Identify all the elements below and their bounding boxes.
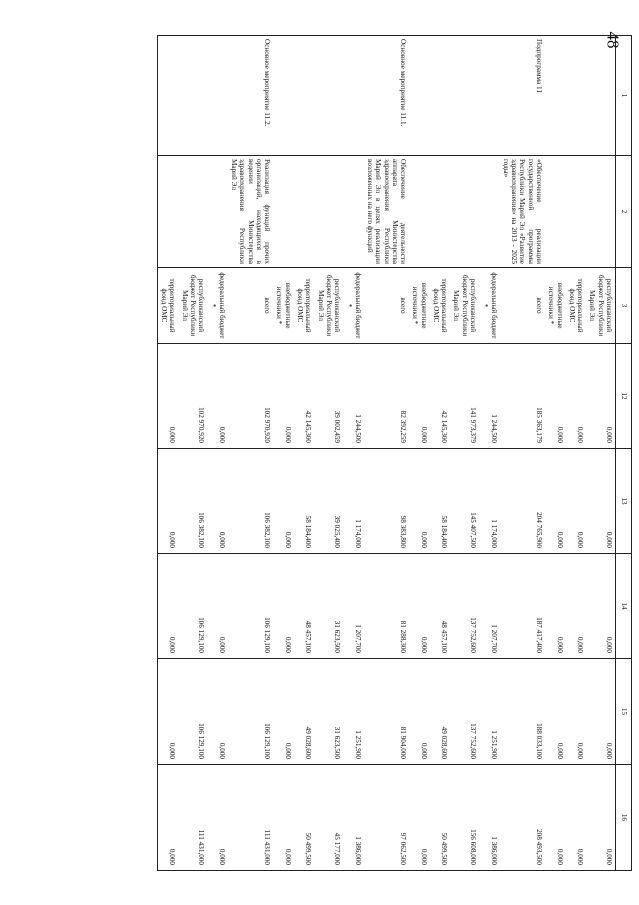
value-cell: 0,000 (566, 659, 587, 765)
value-cell: 0,000 (409, 554, 430, 659)
value-cell: 0,000 (586, 659, 615, 765)
description-cell (157, 156, 178, 268)
value-cell: 0,000 (586, 449, 615, 554)
value-cell: 1 244,500 (479, 344, 500, 449)
value-cell: 58 184,400 (430, 449, 451, 554)
value-cell: 137 752,600 (450, 659, 479, 765)
source-cell: всего (228, 268, 273, 344)
table-row (273, 36, 294, 871)
value-cell: 0,000 (586, 554, 615, 659)
table-row (566, 36, 587, 871)
value-cell: 102 970,920 (178, 344, 207, 449)
source-cell: территориальный фонд ОМС (430, 268, 451, 344)
program-cell: Основное мероприятие 11.1. (364, 36, 409, 156)
value-cell: 0,000 (545, 554, 566, 659)
value-cell: 106 129,100 (178, 659, 207, 765)
table-row (314, 36, 343, 871)
value-cell: 0,000 (566, 344, 587, 449)
value-cell: 97 062,500 (364, 765, 409, 871)
value-cell: 1 251,900 (479, 659, 500, 765)
source-cell: внебюджетные источники * (409, 268, 430, 344)
description-cell: «Обеспечение реализации государственной программы Республики Марий Эл «Развитие здравоохранения» на 2013 - 2025 годы» (500, 156, 545, 268)
table-row (450, 36, 479, 871)
source-cell: всего (364, 268, 409, 344)
description-cell: Реализация функций прочих организаций, находящихся в ведении Министерства здравоохранения Республики Марий Эл (228, 156, 273, 268)
value-cell: 49 028,600 (294, 659, 315, 765)
source-cell: республиканский бюджет Республики Марий Эл (314, 268, 343, 344)
description-cell: Обеспечение деятельности аппарата Министерства здравоохранения Республики Марий Эл в целях реализации возложенных на него функций (364, 156, 409, 268)
header-cell: 15 (616, 659, 632, 765)
header-row (616, 36, 632, 871)
value-cell: 49 028,600 (430, 659, 451, 765)
description-cell (273, 156, 294, 268)
value-cell: 0,000 (207, 449, 228, 554)
value-cell: 0,000 (545, 765, 566, 871)
budget-table (157, 35, 632, 871)
value-cell: 0,000 (566, 449, 587, 554)
value-cell: 1 386,000 (343, 765, 364, 871)
value-cell: 208 493,500 (500, 765, 545, 871)
table-row (294, 36, 315, 871)
description-cell (586, 156, 615, 268)
value-cell: 0,000 (273, 659, 294, 765)
program-cell (479, 36, 500, 156)
program-cell (178, 36, 207, 156)
value-cell: 39 002,459 (314, 344, 343, 449)
value-cell: 31 623,500 (314, 659, 343, 765)
program-cell (157, 36, 178, 156)
value-cell: 0,000 (409, 765, 430, 871)
program-cell (207, 36, 228, 156)
description-cell (314, 156, 343, 268)
value-cell: 0,000 (157, 449, 178, 554)
description-cell (450, 156, 479, 268)
source-cell: внебюджетные источники * (545, 268, 566, 344)
value-cell: 185 363,179 (500, 344, 545, 449)
table-row (343, 36, 364, 871)
source-cell: республиканский бюджет Республики Марий Эл (178, 268, 207, 344)
value-cell: 0,000 (586, 344, 615, 449)
description-cell (294, 156, 315, 268)
value-cell: 1 386,000 (479, 765, 500, 871)
program-cell (430, 36, 451, 156)
value-cell: 58 184,400 (294, 449, 315, 554)
description-cell (207, 156, 228, 268)
value-cell: 0,000 (207, 344, 228, 449)
description-cell (545, 156, 566, 268)
header-cell: 13 (616, 449, 632, 554)
table-row (586, 36, 615, 871)
value-cell: 0,000 (207, 765, 228, 871)
value-cell: 48 457,100 (430, 554, 451, 659)
value-cell: 42 145,300 (430, 344, 451, 449)
program-cell (409, 36, 430, 156)
value-cell: 1 207,700 (479, 554, 500, 659)
program-cell (343, 36, 364, 156)
value-cell: 0,000 (207, 554, 228, 659)
value-cell: 1 207,700 (343, 554, 364, 659)
program-cell (314, 36, 343, 156)
value-cell: 45 177,000 (314, 765, 343, 871)
value-cell: 106 382,100 (178, 449, 207, 554)
value-cell: 0,000 (545, 659, 566, 765)
value-cell: 0,000 (545, 344, 566, 449)
value-cell: 137 752,600 (450, 554, 479, 659)
description-cell (409, 156, 430, 268)
description-cell (178, 156, 207, 268)
value-cell: 81 288,300 (364, 554, 409, 659)
table-body (157, 36, 615, 871)
program-cell (273, 36, 294, 156)
value-cell: 145 407,500 (450, 449, 479, 554)
description-cell (430, 156, 451, 268)
value-cell: 0,000 (273, 449, 294, 554)
program-cell: Подпрограмма 11 (500, 36, 545, 156)
source-cell: федеральный бюджет * (343, 268, 364, 344)
value-cell: 106 382,100 (228, 449, 273, 554)
table-row (157, 36, 178, 871)
value-cell: 187 417,400 (500, 554, 545, 659)
value-cell: 0,000 (157, 659, 178, 765)
value-cell: 42 145,300 (294, 344, 315, 449)
description-cell (479, 156, 500, 268)
value-cell: 111 431,000 (228, 765, 273, 871)
header-cell: 1 (616, 36, 632, 156)
source-cell: республиканский бюджет Республики Марий Эл (586, 268, 615, 344)
table-row (479, 36, 500, 871)
value-cell: 106 129,100 (228, 554, 273, 659)
value-cell: 188 033,100 (500, 659, 545, 765)
source-cell: республиканский бюджет Республики Марий Эл (450, 268, 479, 344)
value-cell: 0,000 (157, 554, 178, 659)
header-cell: 14 (616, 554, 632, 659)
program-cell: Основное мероприятие 11.2. (228, 36, 273, 156)
value-cell: 31 623,500 (314, 554, 343, 659)
program-cell (566, 36, 587, 156)
description-cell (566, 156, 587, 268)
value-cell: 50 499,500 (294, 765, 315, 871)
header-cell: 2 (616, 156, 632, 268)
table-row (500, 36, 545, 871)
table-row (178, 36, 207, 871)
value-cell: 156 608,000 (450, 765, 479, 871)
value-cell: 1 244,500 (343, 344, 364, 449)
value-cell: 0,000 (157, 765, 178, 871)
page-number: 48 (603, 31, 623, 49)
program-cell (586, 36, 615, 156)
value-cell: 98 383,800 (364, 449, 409, 554)
value-cell: 0,000 (273, 765, 294, 871)
source-cell: всего (500, 268, 545, 344)
source-cell: территориальный фонд ОМС (294, 268, 315, 344)
source-cell: федеральный бюджет * (207, 268, 228, 344)
source-cell: внебюджетные источники * (273, 268, 294, 344)
value-cell: 0,000 (207, 659, 228, 765)
value-cell: 0,000 (157, 344, 178, 449)
value-cell: 111 431,000 (178, 765, 207, 871)
value-cell: 204 765,900 (500, 449, 545, 554)
description-cell (343, 156, 364, 268)
value-cell: 0,000 (566, 765, 587, 871)
header-cell: 12 (616, 344, 632, 449)
table-row (409, 36, 430, 871)
table-row (430, 36, 451, 871)
program-cell (450, 36, 479, 156)
value-cell: 106 129,100 (228, 659, 273, 765)
program-cell (545, 36, 566, 156)
value-cell: 0,000 (586, 765, 615, 871)
program-cell (294, 36, 315, 156)
value-cell: 82 392,259 (364, 344, 409, 449)
value-cell: 0,000 (545, 449, 566, 554)
value-cell: 0,000 (409, 344, 430, 449)
table-row (228, 36, 273, 871)
value-cell: 1 174,000 (479, 449, 500, 554)
table-row (207, 36, 228, 871)
value-cell: 39 025,400 (314, 449, 343, 554)
source-cell: территориальный фонд ОМС (157, 268, 178, 344)
table-row (364, 36, 409, 871)
value-cell: 1 251,900 (343, 659, 364, 765)
value-cell: 81 904,000 (364, 659, 409, 765)
header-cell: 16 (616, 765, 632, 871)
value-cell: 50 499,500 (430, 765, 451, 871)
source-cell: федеральный бюджет * (479, 268, 500, 344)
value-cell: 0,000 (409, 659, 430, 765)
value-cell: 1 174,000 (343, 449, 364, 554)
value-cell: 48 457,100 (294, 554, 315, 659)
value-cell: 0,000 (273, 344, 294, 449)
rotated-sheet (122, 35, 632, 870)
source-cell: территориальный фонд ОМС (566, 268, 587, 344)
value-cell: 0,000 (273, 554, 294, 659)
value-cell: 102 970,920 (228, 344, 273, 449)
value-cell: 0,000 (409, 449, 430, 554)
table-row (545, 36, 566, 871)
header-cell: 3 (616, 268, 632, 344)
value-cell: 141 973,379 (450, 344, 479, 449)
value-cell: 106 129,100 (178, 554, 207, 659)
value-cell: 0,000 (566, 554, 587, 659)
